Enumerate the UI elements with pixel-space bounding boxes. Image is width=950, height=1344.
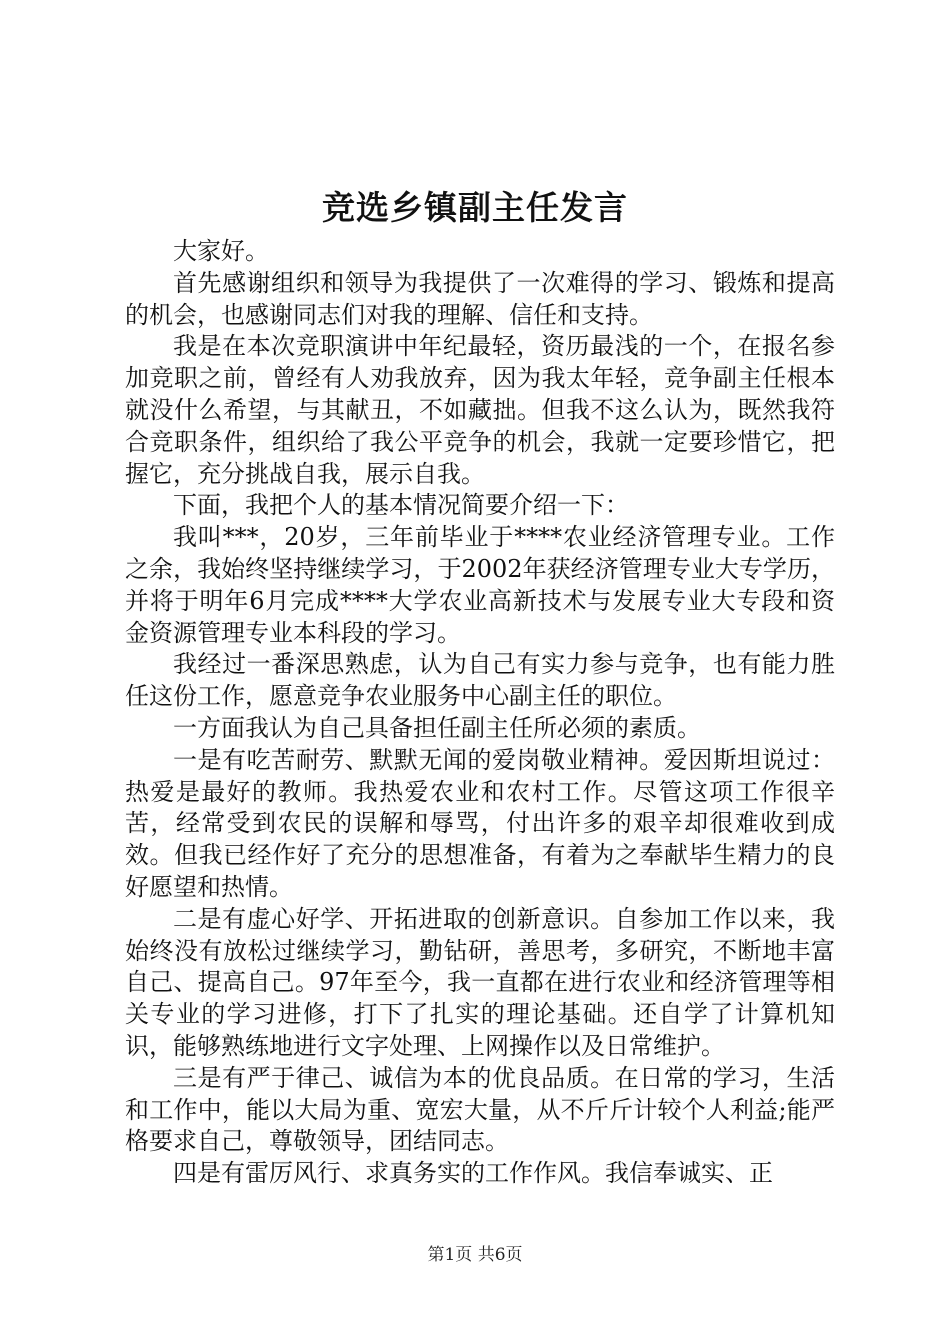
document-title: 竞选乡镇副主任发言 [322,188,628,227]
paragraph-point-three: 三是有严于律己、诚信为本的优良品质。在日常的学习，生活和工作中，能以大局为重、宽宏大量，从不斤斤计较个人利益;能严格要求自己，尊敬领导，团结同志。 [125,1063,835,1156]
paragraph-decision: 我经过一番深思熟虑，认为自己有实力参与竞争，也有能力胜任这份工作，愿意竞争农业服务中心副主任的职位。 [125,650,835,711]
paragraph-point-two: 二是有虚心好学、开拓进取的创新意识。自参加工作以来，我始终没有放松过继续学习，勤钻研，善思考，多研究，不断地丰富自己、提高自己。97年至今，我一直都在进行农业和经济管理等相关专业的学习进修，打下了扎实的理论基础。还自学了计算机知识，能够熟练地进行文字处理、上网操作以及日常维护。 [125,904,835,1060]
paragraph-intro: 下面，我把个人的基本情况简要介绍一下： [173,491,629,520]
paragraph-background: 我叫***，20岁，三年前毕业于****农业经济管理专业。工作之余，我始终坚持继续学习，于2002年获经济管理专业大专学历，并将于明年6月完成****大学农业高新技术与发展专业大专段和资金资源管理专业本科段的学习。 [125,523,835,647]
paragraph-greeting: 大家好。 [173,237,269,265]
paragraph-motivation: 我是在本次竞职演讲中年纪最轻，资历最浅的一个，在报名参加竞职之前，曾经有人劝我放弃，因为我太年轻，竞争副主任根本就没什么希望，与其献丑，不如藏拙。但我不这么认为，既然我符合竞职条件，组织给了我公平竞争的机会，我就一定要珍惜它，把握它，充分挑战自我，展示自我。 [125,332,835,488]
paragraph-point-four: 四是有雷厉风行、求真务实的工作作风。我信奉诚实、正 [173,1159,773,1188]
paragraph-qualities-lead: 一方面我认为自己具备担任副主任所必须的素质。 [173,713,701,742]
paragraph-thanks: 首先感谢组织和领导为我提供了一次难得的学习、锻炼和提高的机会，也感谢同志们对我的理解、信任和支持。 [125,268,835,329]
document-body [125,236,835,1190]
page-footer: 第1页 共6页 [427,1245,523,1265]
paragraph-point-one: 一是有吃苦耐劳、默默无闻的爱岗敬业精神。爱因斯坦说过：热爱是最好的教师。我热爱农业和农村工作。尽管这项工作很辛苦，经常受到农民的误解和辱骂，付出许多的艰辛却很难收到成效。但我已经作好了充分的思想准备，有着为之奉献毕生精力的良好愿望和热情。 [125,745,835,901]
